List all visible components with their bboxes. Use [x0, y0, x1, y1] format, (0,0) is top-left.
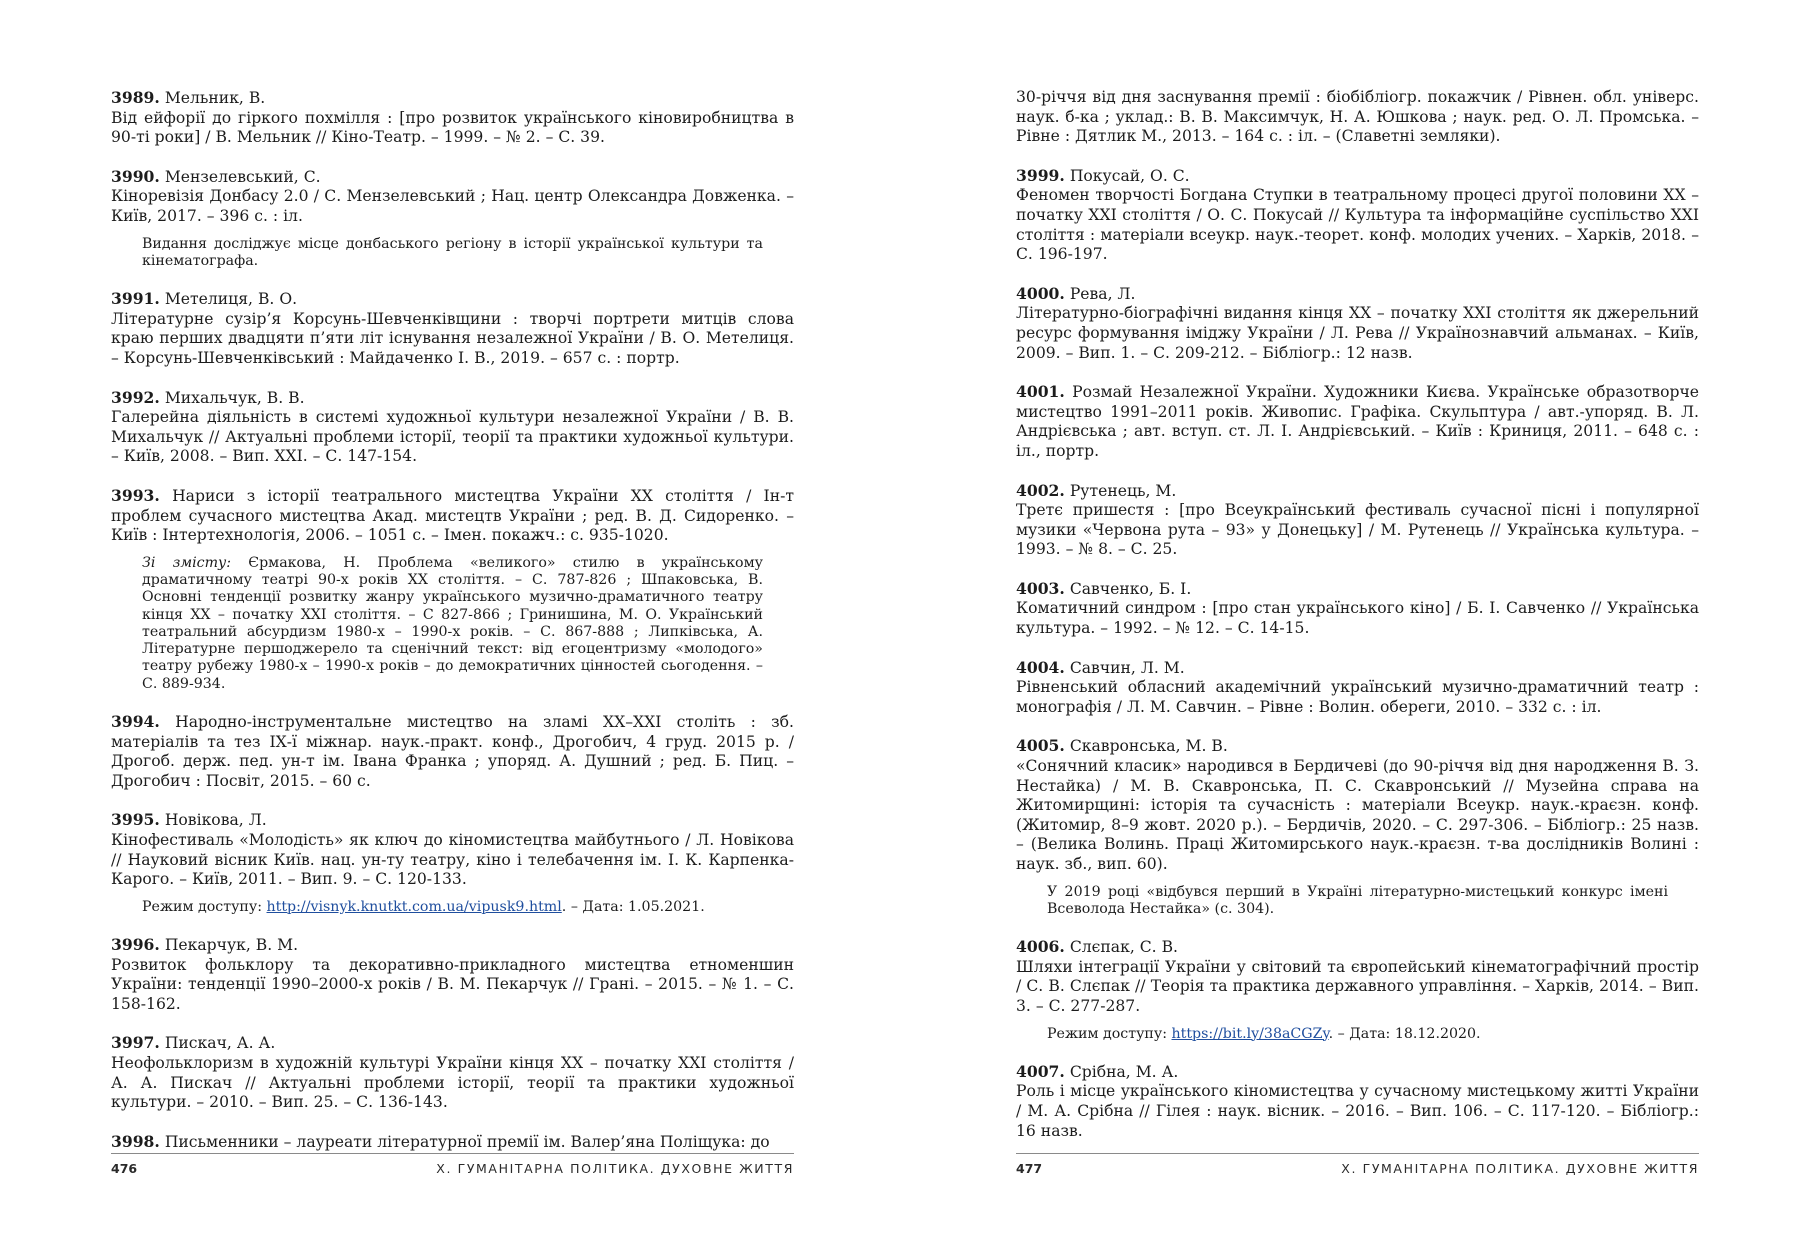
entry	[111, 388, 794, 467]
entry-author: Слєпак, С. В.	[1069, 938, 1178, 957]
entry-description: «Сонячний класик» народився в Бердичеві (до 90-річчя від дня народження В. З. Нестайка) / М. В. Скавронська, П. С. Скавронський // Музейна справа на Житомирщині: історія та сучасність : матеріали Всеукр. наук.-краєзн. конф. (Житомир, 8–9 жовт. 2020 р.). – Бердичів, 2020. – С. 297-306. – Бібліогр.: 25 назв. – (Велика Волинь. Праці Житомирського наук.-краєзн. т-ва дослідників Волині : наук. зб., вип. 60).	[1016, 757, 1699, 873]
entry-description: Шляхи інтеграції України у світовий та європейський кінематографічний простір / С. В. Слєпак // Теорія та практика державного управління. – Харків, 2014. – Вип. 3. – С. 277-287.	[1016, 957, 1699, 1015]
entry	[1016, 579, 1699, 639]
entry	[111, 486, 794, 693]
contents-text: Єрмакова, Н. Проблема «великого» стилю в українському драматичному театрі 90-х років XX століття. – С. 787-826 ; Шпаковська, В. Основні тенденції розвитку жанру українського музично-драматичного театру кінця XX – початку XXI століття. – С 827-866 ; Гринишина, М. О. Український театральний абсурдизм 1980-х – 1990-х років. – С. 867-888 ; Липківська, А. Літературне першоджерело та сценічний текст: від егоцентризму «молодого» театру рубежу 1980-х – 1990-х років – до демократичних цінностей сьогодення. – С. 889-934.	[142, 554, 763, 692]
entry-author: Пекарчук, В. М.	[164, 936, 299, 955]
page-number: 477	[1016, 1161, 1043, 1176]
entry	[1016, 658, 1699, 718]
entry	[1016, 481, 1699, 560]
entry-author: Новікова, Л.	[164, 811, 267, 830]
entry-description: Розвиток фольклору та декоративно-прикладного мистецтва етноменшин України: тенденції 1990–2000-х років / В. М. Пекарчук // Грані. – 2015. – № 1. – С. 158-162.	[111, 955, 794, 1013]
section-title: X. ГУМАНІТАРНА ПОЛІТИКА. ДУХОВНЕ ЖИТТЯ	[436, 1161, 794, 1176]
entry-number: 3992.	[111, 387, 160, 407]
entry-description: Письменники – лауреати літературної премії ім. Валер’яна Поліщука: до	[164, 1132, 770, 1151]
entry-description: Галерейна діяльність в системі художньої культури незалежної України / В. В. Михальчук // Актуальні проблеми історії, теорії та практики художньої культури. – Київ, 2008. – Вип. XXI. – С. 147-154.	[111, 408, 794, 466]
entry-number: 3999.	[1016, 165, 1065, 185]
entry-description: Від ейфорії до гіркого похмілля : [про розвиток українського кіновиробництва в 90-ті роки] / В. Мельник // Кіно-Театр. – 1999. – № 2. – С. 39.	[111, 108, 794, 147]
entry-number: 3990.	[111, 166, 160, 186]
right-footer	[1016, 1153, 1699, 1176]
entry-number: 4002.	[1016, 480, 1065, 500]
access-link[interactable]: http://visnyk.knutkt.com.ua/vipusk9.html	[266, 898, 562, 915]
entry	[111, 935, 794, 1014]
entry-author: Савчин, Л. М.	[1069, 658, 1185, 677]
entry-number: 3994.	[111, 712, 160, 732]
entry-number: 4007.	[1016, 1061, 1065, 1081]
entry-author: Покусай, О. С.	[1069, 166, 1190, 185]
entry-annotation	[111, 555, 794, 693]
entry	[111, 289, 794, 368]
entry-number: 4005.	[1016, 736, 1065, 756]
entry	[1016, 166, 1699, 265]
entry	[111, 88, 794, 148]
entry-annotation: Видання досліджує місце донбаського регіону в історії української культури та кінематографа.	[142, 235, 763, 269]
access-date: . – Дата: 18.12.2020.	[1328, 1025, 1481, 1042]
entry	[1016, 284, 1699, 363]
entry-author: Рутенець, М.	[1069, 481, 1177, 500]
entry	[111, 1033, 794, 1112]
entry-number: 3998.	[111, 1131, 160, 1151]
entry-description: Кіноревізія Донбасу 2.0 / С. Мензелевський ; Нац. центр Олександра Довженка. – Київ, 2017. – 396 с. : іл.	[111, 187, 794, 225]
entry-author: Метелиця, В. О.	[164, 290, 298, 309]
entry	[111, 1132, 794, 1153]
entry	[1016, 736, 1699, 918]
entry-description: 30-річчя від дня заснування премії : біобібліогр. покажчик / Рівнен. обл. універс. наук. б-ка ; уклад.: В. В. Максимчук, Н. А. Юшкова ; наук. ред. О. Л. Промська. – Рівне : Дятлик М., 2013. – 164 с. : іл. – (Славетні земляки).	[1016, 88, 1699, 146]
entry-number: 3991.	[111, 289, 160, 309]
section-title: X. ГУМАНІТАРНА ПОЛІТИКА. ДУХОВНЕ ЖИТТЯ	[1341, 1161, 1699, 1176]
entry	[1016, 1062, 1699, 1141]
entry-author: Мензелевський, С.	[164, 167, 321, 186]
left-footer	[111, 1153, 794, 1176]
entry-description: Літературно-біографічні видання кінця XX – початку XXI століття як джерельний ресурс формування іміджу України / Л. Рева // Українознавчий альманах. – Київ, 2009. – Вип. 1. – С. 209-212. – Бібліогр.: 12 назв.	[1016, 304, 1699, 362]
access-link[interactable]: https://bit.ly/38aCGZy	[1171, 1025, 1329, 1042]
entry-number: 3995.	[111, 810, 160, 830]
entry-description: Феномен творчості Богдана Ступки в театральному процесі другої половини XX – початку XXI століття / О. С. Покусай // Культура та інформаційне суспільство XXI століття : матеріали всеукр. наук.-теорет. конф. молодих учених. – Харків, 2018. – С. 196-197.	[1016, 186, 1699, 264]
entry	[111, 167, 794, 270]
access-label: Режим доступу:	[1047, 1025, 1172, 1042]
entry-author: Савченко, Б. І.	[1069, 579, 1192, 598]
entry-number: 3996.	[111, 935, 160, 955]
entry-author: Рева, Л.	[1069, 284, 1136, 303]
entry-description: Народно-інструментальне мистецтво на зламі XX–XXI століть : зб. матеріалів та тез ІХ-ї міжнар. наук.-практ. конф., Дрогобич, 4 груд. 2015 р. / Дрогоб. держ. пед. ун-т ім. Івана Франка ; упоряд. А. Душний ; ред. Б. Пиц. – Дрогобич : Посвіт, 2015. – 60 с.	[111, 713, 794, 790]
entry-access-note	[1016, 1026, 1699, 1043]
entry-description: Розмай Незалежної України. Художники Києва. Українське образотворче мистецтво 1991–2011 років. Живопис. Графіка. Скульптура / авт.-упоряд. В. Л. Андрієвська ; авт. вступ. ст. Л. І. Андрієвський. – Київ : Криниця, 2011. – 648 с. : іл., портр.	[1016, 383, 1699, 460]
entry-description: Рівненський обласний академічний український музично-драматичний театр : монографія / Л. М. Савчин. – Рівне : Волин. обереги, 2010. – 332 с. : іл.	[1016, 678, 1699, 716]
contents-label: Зі змісту:	[142, 554, 232, 571]
entry-description: Літературне сузір’я Корсунь-Шевченківщини : творчі портрети митців слова краю перших двадцяти п’яти літ існування незалежної України / В. О. Метелиця. – Корсунь-Шевченківський : Майдаченко І. В., 2019. – 657 с. : портр.	[111, 309, 794, 367]
access-date: . – Дата: 1.05.2021.	[561, 898, 705, 915]
entry	[1016, 382, 1699, 461]
access-label: Режим доступу:	[142, 898, 267, 915]
entry-number: 4004.	[1016, 657, 1065, 677]
entry-description: Неофольклоризм в художній культурі України кінця XX – початку XXI століття / А. А. Пискач // Актуальні проблеми історії, теорії та практики художньої культури. – 2010. – Вип. 25. – С. 136-143.	[111, 1054, 794, 1112]
entry-description: Нариси з історії театрального мистецтва України XX століття / Ін-т проблем сучасного мистецтва Акад. мистецтв України ; ред. В. Д. Сидоренко. – Київ : Інтертехнологія, 2006. – 1051 с. – Імен. покажч.: с. 935-1020.	[111, 486, 794, 545]
entry-description: Третє пришестя : [про Всеукраїнський фестиваль сучасної пісні і популярної музики «Червона рута – 93» у Донецьку] / М. Рутенець // Українська культура. – 1993. – № 8. – С. 25.	[1016, 501, 1699, 559]
entry-description: Коматичний синдром : [про стан українського кіно] / Б. І. Савченко // Українська культура. – 1992. – № 12. – С. 14-15.	[1016, 599, 1699, 638]
page-number: 476	[111, 1161, 138, 1176]
entry-annotation: У 2019 році «відбувся перший в Україні літературно-мистецький конкурс імені Всеволода Нестайка» (с. 304).	[1047, 883, 1668, 917]
entry-description: Роль і місце українського кіномистецтва у сучасному мистецькому житті України / М. А. Срібна // Гілея : наук. вісник. – 2016. – Вип. 106. – С. 117-120. – Бібліогр.: 16 назв.	[1016, 1082, 1699, 1140]
entry	[111, 810, 794, 916]
entry-number: 3989.	[111, 88, 160, 107]
entry-number: 3997.	[111, 1033, 160, 1053]
entry-author: Срібна, М. А.	[1069, 1062, 1179, 1081]
entry-number: 4001.	[1016, 382, 1065, 402]
left-page	[111, 88, 794, 1188]
entry-continuation	[1016, 88, 1699, 147]
right-page	[1016, 88, 1699, 1188]
entry-number: 4006.	[1016, 937, 1065, 957]
entry-number: 4000.	[1016, 283, 1065, 303]
entry-author: Скавронська, М. В.	[1069, 737, 1228, 756]
entry-author: Пискач, А. А.	[164, 1034, 276, 1053]
entry-description: Кінофестиваль «Молодість» як ключ до кіномистецтва майбутнього / Л. Новікова // Науковий вісник Київ. нац. ун-ту театру, кіно і телебачення ім. І. К. Карпенка-Карого. – Київ, 2011. – Вип. 9. – С. 120-133.	[111, 831, 794, 889]
entry	[111, 712, 794, 791]
entry-author: Мельник, В.	[164, 89, 266, 107]
entry-number: 4003.	[1016, 578, 1065, 598]
entry-author: Михальчук, В. В.	[164, 388, 305, 407]
entry-access-note	[111, 899, 794, 916]
entry	[1016, 937, 1699, 1043]
entry-number: 3993.	[111, 485, 160, 505]
